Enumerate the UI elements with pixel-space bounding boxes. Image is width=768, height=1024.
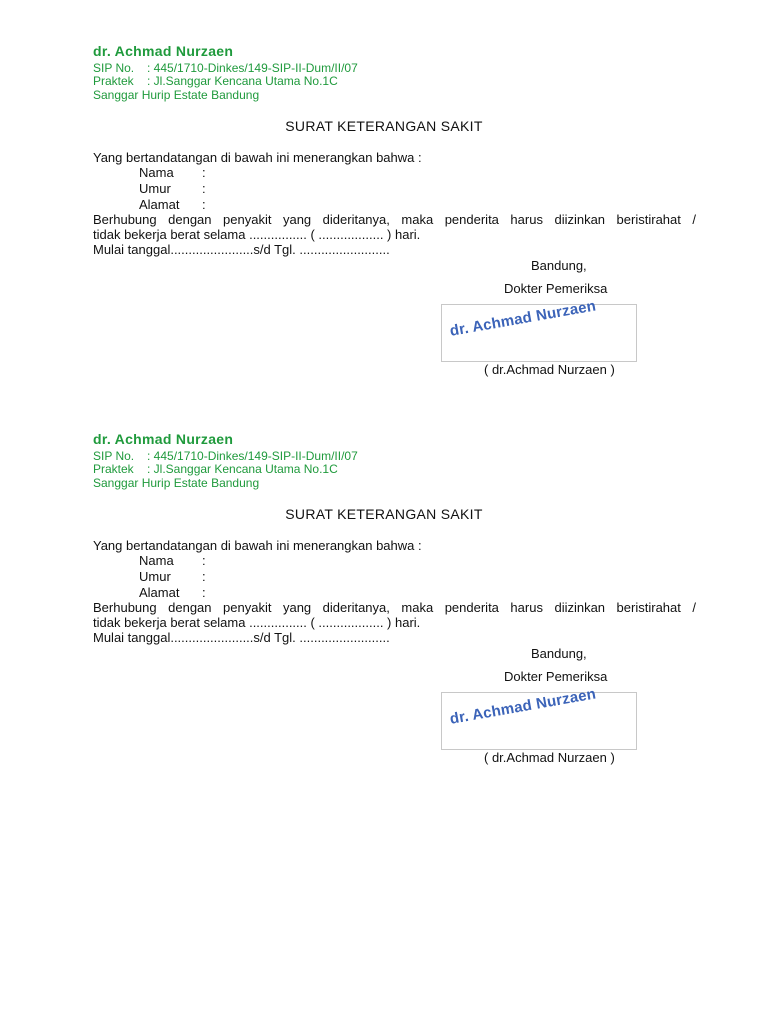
field-nama	[139, 165, 206, 180]
field-umur	[139, 181, 206, 196]
statement-line-2: tidak bekerja berat selama ................ ( .................. ) hari.	[93, 615, 421, 630]
field-alamat	[139, 197, 206, 212]
field-nama	[139, 553, 206, 568]
field-label: Alamat	[139, 197, 180, 212]
signature-text: dr. Achmad Nurzaen	[448, 297, 598, 340]
sip-label: SIP No.	[93, 61, 135, 75]
letter-title: SURAT KETERANGAN SAKIT	[285, 506, 483, 522]
praktek-line	[93, 462, 338, 476]
printed-name: ( dr.Achmad Nurzaen )	[484, 750, 615, 765]
praktek-line	[93, 74, 338, 88]
doctor-name: dr. Achmad Nurzaen	[93, 431, 234, 447]
intro-text: Yang bertandatangan di bawah ini menerangkan bahwa :	[93, 538, 422, 553]
examiner-label: Dokter Pemeriksa	[504, 669, 608, 684]
field-separator: :	[202, 197, 206, 212]
field-label: Umur	[139, 181, 171, 196]
printed-name: ( dr.Achmad Nurzaen )	[484, 362, 615, 377]
doctor-name: dr. Achmad Nurzaen	[93, 43, 234, 59]
signature-stamp	[441, 297, 637, 362]
field-alamat	[139, 585, 206, 600]
field-separator: :	[202, 585, 206, 600]
sip-value: : 445/1710-Dinkes/149-SIP-II-Dum/II/07	[147, 61, 358, 75]
statement-line-1: Berhubung dengan penyakit yang dideritanya, maka penderita harus diizinkan beristirahat /	[93, 600, 696, 615]
field-label: Alamat	[139, 585, 180, 600]
field-separator: :	[202, 553, 206, 568]
date-range: Mulai tanggal.......................s/d Tgl. .........................	[93, 242, 390, 257]
field-label: Umur	[139, 569, 171, 584]
praktek-value: : Jl.Sanggar Kencana Utama No.1C	[147, 462, 338, 476]
sick-letter-1	[0, 43, 768, 431]
sick-letter-2	[0, 431, 768, 819]
sip-line	[93, 449, 358, 463]
sip-label: SIP No.	[93, 449, 135, 463]
statement-line-1: Berhubung dengan penyakit yang dideritanya, maka penderita harus diizinkan beristirahat /	[93, 212, 696, 227]
place-label: Bandung,	[531, 646, 587, 661]
practice-address: Sanggar Hurip Estate Bandung	[93, 476, 260, 490]
praktek-label: Praktek	[93, 74, 134, 88]
practice-address: Sanggar Hurip Estate Bandung	[93, 88, 260, 102]
field-umur	[139, 569, 206, 584]
field-label: Nama	[139, 553, 174, 568]
praktek-value: : Jl.Sanggar Kencana Utama No.1C	[147, 74, 338, 88]
praktek-label: Praktek	[93, 462, 134, 476]
signature-stamp	[441, 685, 637, 750]
field-separator: :	[202, 181, 206, 196]
sip-value: : 445/1710-Dinkes/149-SIP-II-Dum/II/07	[147, 449, 358, 463]
date-range: Mulai tanggal.......................s/d Tgl. .........................	[93, 630, 390, 645]
letter-title: SURAT KETERANGAN SAKIT	[285, 118, 483, 134]
place-label: Bandung,	[531, 258, 587, 273]
statement-line-2: tidak bekerja berat selama ................ ( .................. ) hari.	[93, 227, 421, 242]
intro-text: Yang bertandatangan di bawah ini menerangkan bahwa :	[93, 150, 422, 165]
field-separator: :	[202, 165, 206, 180]
signature-text: dr. Achmad Nurzaen	[448, 685, 598, 728]
examiner-label: Dokter Pemeriksa	[504, 281, 608, 296]
sip-line	[93, 61, 358, 75]
field-separator: :	[202, 569, 206, 584]
field-label: Nama	[139, 165, 174, 180]
